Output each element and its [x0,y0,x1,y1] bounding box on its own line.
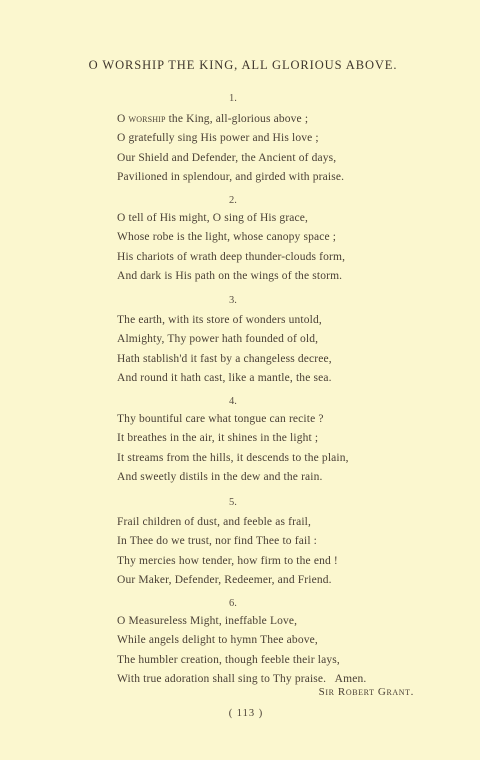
stanza-line: Our Shield and Defender, the Ancient of days, [117,151,337,164]
drop-word: O [117,113,126,125]
stanza-6 [117,612,437,690]
stanza-line: Our Maker, Defender, Redeemer, and Friend. [117,574,332,587]
stanza-line: It breathes in the air, it shines in the light ; [117,432,319,445]
stanza-line: And dark is His path on the wings of the storm. [117,270,343,283]
stanza-line: Frail children of dust, and feeble as frail, [117,516,312,528]
stanza-3 [117,311,437,389]
stanza-line: And round it hath cast, like a mantle, the sea. [117,372,332,385]
stanza-line: The earth, with its store of wonders untold, [117,314,322,326]
author-signature: Sir Robert Grant. [318,686,414,698]
stanza-line: And sweetly distils in the dew and the rain. [117,471,323,484]
stanza-5 [117,513,437,591]
stanza-line: With true adoration shall sing to Thy praise. Amen. [117,673,367,686]
stanza-line: Almighty, Thy power hath founded of old, [117,333,319,346]
stanza-2 [117,209,437,287]
stanza-line: O gratefully sing His power and His love ; [117,132,319,145]
stanza-line: O Measureless Might, ineffable Love, [117,615,298,627]
stanza-line: Thy mercies how tender, how firm to the end ! [117,554,338,567]
stanza-1 [117,110,437,188]
hymn-page: O WORSHIP THE KING, ALL GLORIOUS ABOVE. 1. O worship the King, all-glorious above ; O gratefully sing His power and His love ; Our Shield and Defender, the Ancient of days, Pavilioned in splendour, and girded with praise. 2. O tell of His might, O sing of His grace, Whose robe is the light, whose canopy space ; His chariots of wrath deep thunder-clouds form, And dark is His path on the wings of the storm. 3. The earth, with its store of wonders untold, Almighty, Thy power hath founded of old, Hath stablish'd it fast by a changeless decree, And round it hath cast, like a mantle, the sea. 4. Thy bountiful care what tongue can recite ? It breathes in the air, it shines in the light ; It streams from the hills, it descends to the plain, And sweetly distils in the dew and the rain. 5. Frail children of dust, and feeble as frail, In Thee do we trust, nor find Thee to fail : Thy mercies how tender, how firm to the end ! Our Maker, Defender, Redeemer, and Friend. 6. O Measureless Might, ineffable Love, While angels delight to hymn Thee above, The humbler creation, though feeble their lays, With true adoration shall sing to Thy praise. Amen. Sir Robert Grant. ( 113 ) [0,0,480,760]
stanza-line: His chariots of wrath deep thunder-clouds form, [117,250,346,263]
stanza-line: It streams from the hills, it descends to the plain, [117,451,349,464]
small-caps-word: worship [128,113,166,125]
stanza-4 [117,410,437,488]
stanza-line: Hath stablish'd it fast by a changeless decree, [117,352,332,365]
page-number: ( 113 ) [228,708,264,719]
stanza-line: In Thee do we trust, nor find Thee to fail : [117,535,318,548]
stanza-line: Pavilioned in splendour, and girded with praise. [117,171,345,184]
stanza-line: Thy bountiful care what tongue can recite ? [117,413,324,425]
stanza-line: The humbler creation, though feeble their lays, [117,653,340,666]
stanza-line: While angels delight to hymn Thee above, [117,634,318,647]
line-rest: the King, all-glorious above ; [165,113,309,125]
stanza-line: O tell of His might, O sing of His grace, [117,212,309,224]
stanza-line: Whose robe is the light, whose canopy space ; [117,231,337,244]
hymn-title: O WORSHIP THE KING, ALL GLORIOUS ABOVE. [88,58,398,72]
stanza-line [117,110,437,129]
